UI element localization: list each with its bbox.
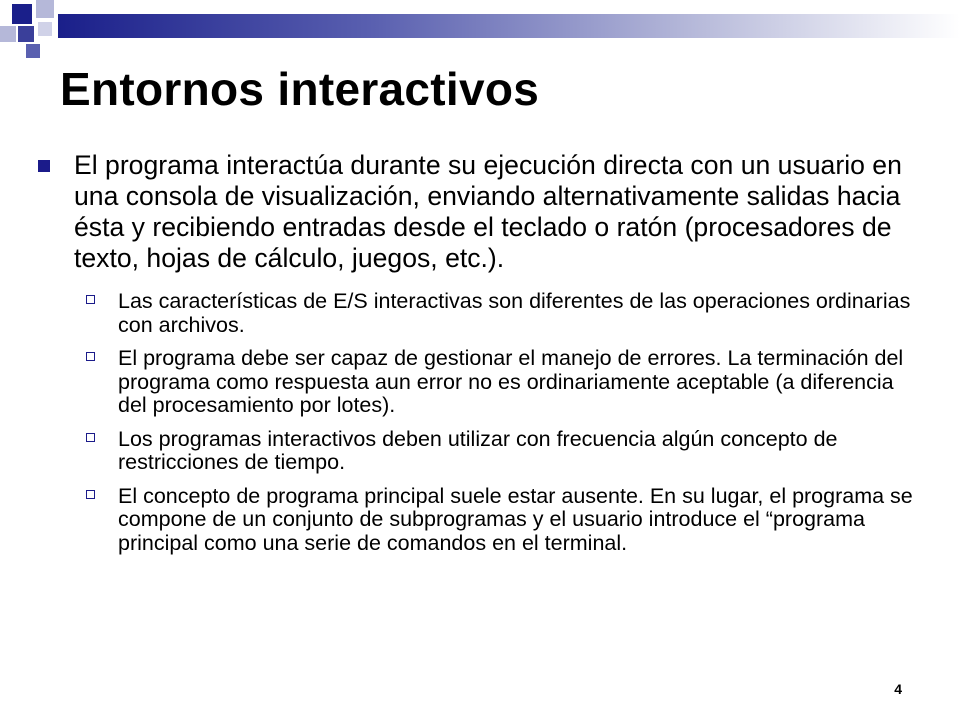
decor-square-bottom [26,44,40,58]
slide-content [36,150,916,565]
hollow-square-bullet-icon [86,433,95,442]
slide-title: Entornos interactivos [60,63,540,115]
main-bullet [36,150,916,274]
subbullet-item [36,290,916,337]
square-bullet-icon [38,160,50,172]
hollow-square-bullet-icon [86,490,95,499]
decor-square-light-mid [38,22,52,36]
hollow-square-bullet-icon [86,295,95,304]
subbullet-item [36,485,916,556]
subbullet-list [36,290,916,555]
decor-square-light-top [36,0,54,18]
header-bar [58,14,960,38]
main-bullet-text: El programa interactúa durante su ejecución directa con un usuario en una consola de visualización, enviando alternativamente salidas hacia ésta y recibiendo entradas desde el teclado o ratón (procesadores de texto, hojas de cálculo, juegos, etc.). [74,150,902,273]
decor-square-dark-top [12,4,32,24]
subbullet-text: El programa debe ser capaz de gestionar el manejo de errores. La terminación del programa como respuesta aun error no es ordinariamente aceptable (a diferencia del procesamiento por lotes). [118,346,904,417]
decor-square-mid-left [0,26,16,42]
subbullet-text: Los programas interactivos deben utilizar con frecuencia algún concepto de restricciones de tiempo. [118,426,838,474]
subbullet-text: El concepto de programa principal suele estar ausente. En su lugar, el programa se compone de un conjunto de subprogramas y el usuario introduce el “programa principal como una serie de comandos en el terminal. [118,483,913,555]
decor-square-dark-mid [18,26,34,42]
page-number: 4 [894,681,902,697]
hollow-square-bullet-icon [86,352,95,361]
subbullet-item [36,347,916,418]
subbullet-item [36,428,916,475]
subbullet-text: Las características de E/S interactivas son diferentes de las operaciones ordinarias con archivos. [118,289,911,337]
